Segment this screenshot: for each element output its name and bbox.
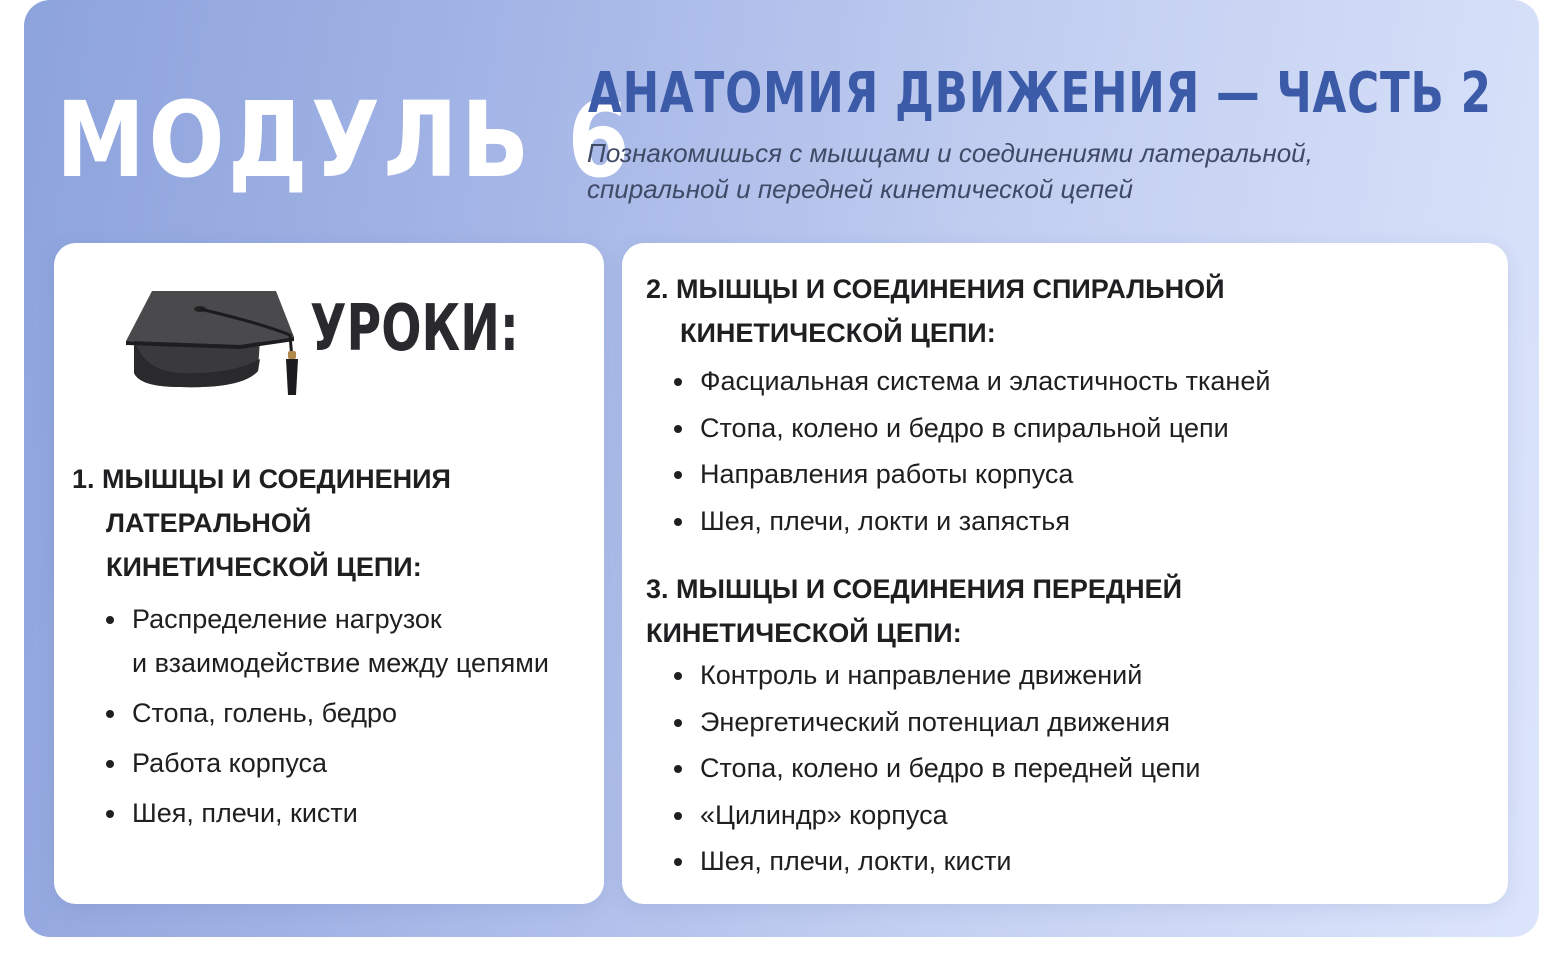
section-title-line: КИНЕТИЧЕСКОЙ ЦЕПИ: xyxy=(106,552,422,582)
list-item xyxy=(102,597,549,685)
list-item: Шея, плечи, локти и запястья xyxy=(670,498,1270,545)
list-item-line: и взаимодействие между цепями xyxy=(132,648,549,678)
section-title-line: КИНЕТИЧЕСКОЙ ЦЕПИ: xyxy=(680,318,996,348)
list-item: Стопа, голень, бедро xyxy=(102,691,549,735)
list-item: Работа корпуса xyxy=(102,741,549,785)
section-2-title xyxy=(646,267,1225,355)
section-2-list xyxy=(670,358,1270,544)
module-banner xyxy=(24,0,1539,937)
section-title-line: МЫШЦЫ И СОЕДИНЕНИЯ СПИРАЛЬНОЙ xyxy=(676,274,1225,304)
list-item: Энергетический потенциал движения xyxy=(670,699,1200,746)
list-item: Контроль и направление движений xyxy=(670,652,1200,699)
section-3-title xyxy=(646,567,1182,655)
section-title-line: МЫШЦЫ И СОЕДИНЕНИЯ xyxy=(102,464,451,494)
section-1-title xyxy=(72,457,451,589)
module-title: МОДУЛЬ 6 xyxy=(56,79,634,201)
section-title-line: ЛАТЕРАЛЬНОЙ xyxy=(106,508,312,538)
lessons-card-right xyxy=(622,243,1508,904)
module-subtitle: Познакомишься с мышцами и соединениями латеральной, спиральной и передней кинетической цепей xyxy=(587,138,1313,204)
section-3-list xyxy=(670,652,1200,885)
list-item: Стопа, колено и бедро в спиральной цепи xyxy=(670,405,1270,452)
lessons-heading: УРОКИ: xyxy=(310,292,519,366)
list-item: «Цилиндр» корпуса xyxy=(670,792,1200,839)
graduation-cap-icon xyxy=(120,289,298,401)
section-number: 2. xyxy=(646,274,669,304)
lessons-card-left xyxy=(54,243,604,904)
section-1-list xyxy=(102,597,549,841)
list-item: Шея, плечи, кисти xyxy=(102,791,549,835)
section-title-line: КИНЕТИЧЕСКОЙ ЦЕПИ: xyxy=(646,618,962,648)
list-item-line: Распределение нагрузок xyxy=(132,604,442,634)
list-item: Шея, плечи, локти, кисти xyxy=(670,838,1200,885)
section-number: 1. xyxy=(72,464,95,494)
list-item: Направления работы корпуса xyxy=(670,451,1270,498)
list-item: Стопа, колено и бедро в передней цепи xyxy=(670,745,1200,792)
list-item: Фасциальная система и эластичность тканей xyxy=(670,358,1270,405)
module-headline: АНАТОМИЯ ДВИЖЕНИЯ — ЧАСТЬ 2 xyxy=(588,61,1492,126)
section-number: 3. xyxy=(646,574,669,604)
section-title-line: МЫШЦЫ И СОЕДИНЕНИЯ ПЕРЕДНЕЙ xyxy=(676,574,1183,604)
